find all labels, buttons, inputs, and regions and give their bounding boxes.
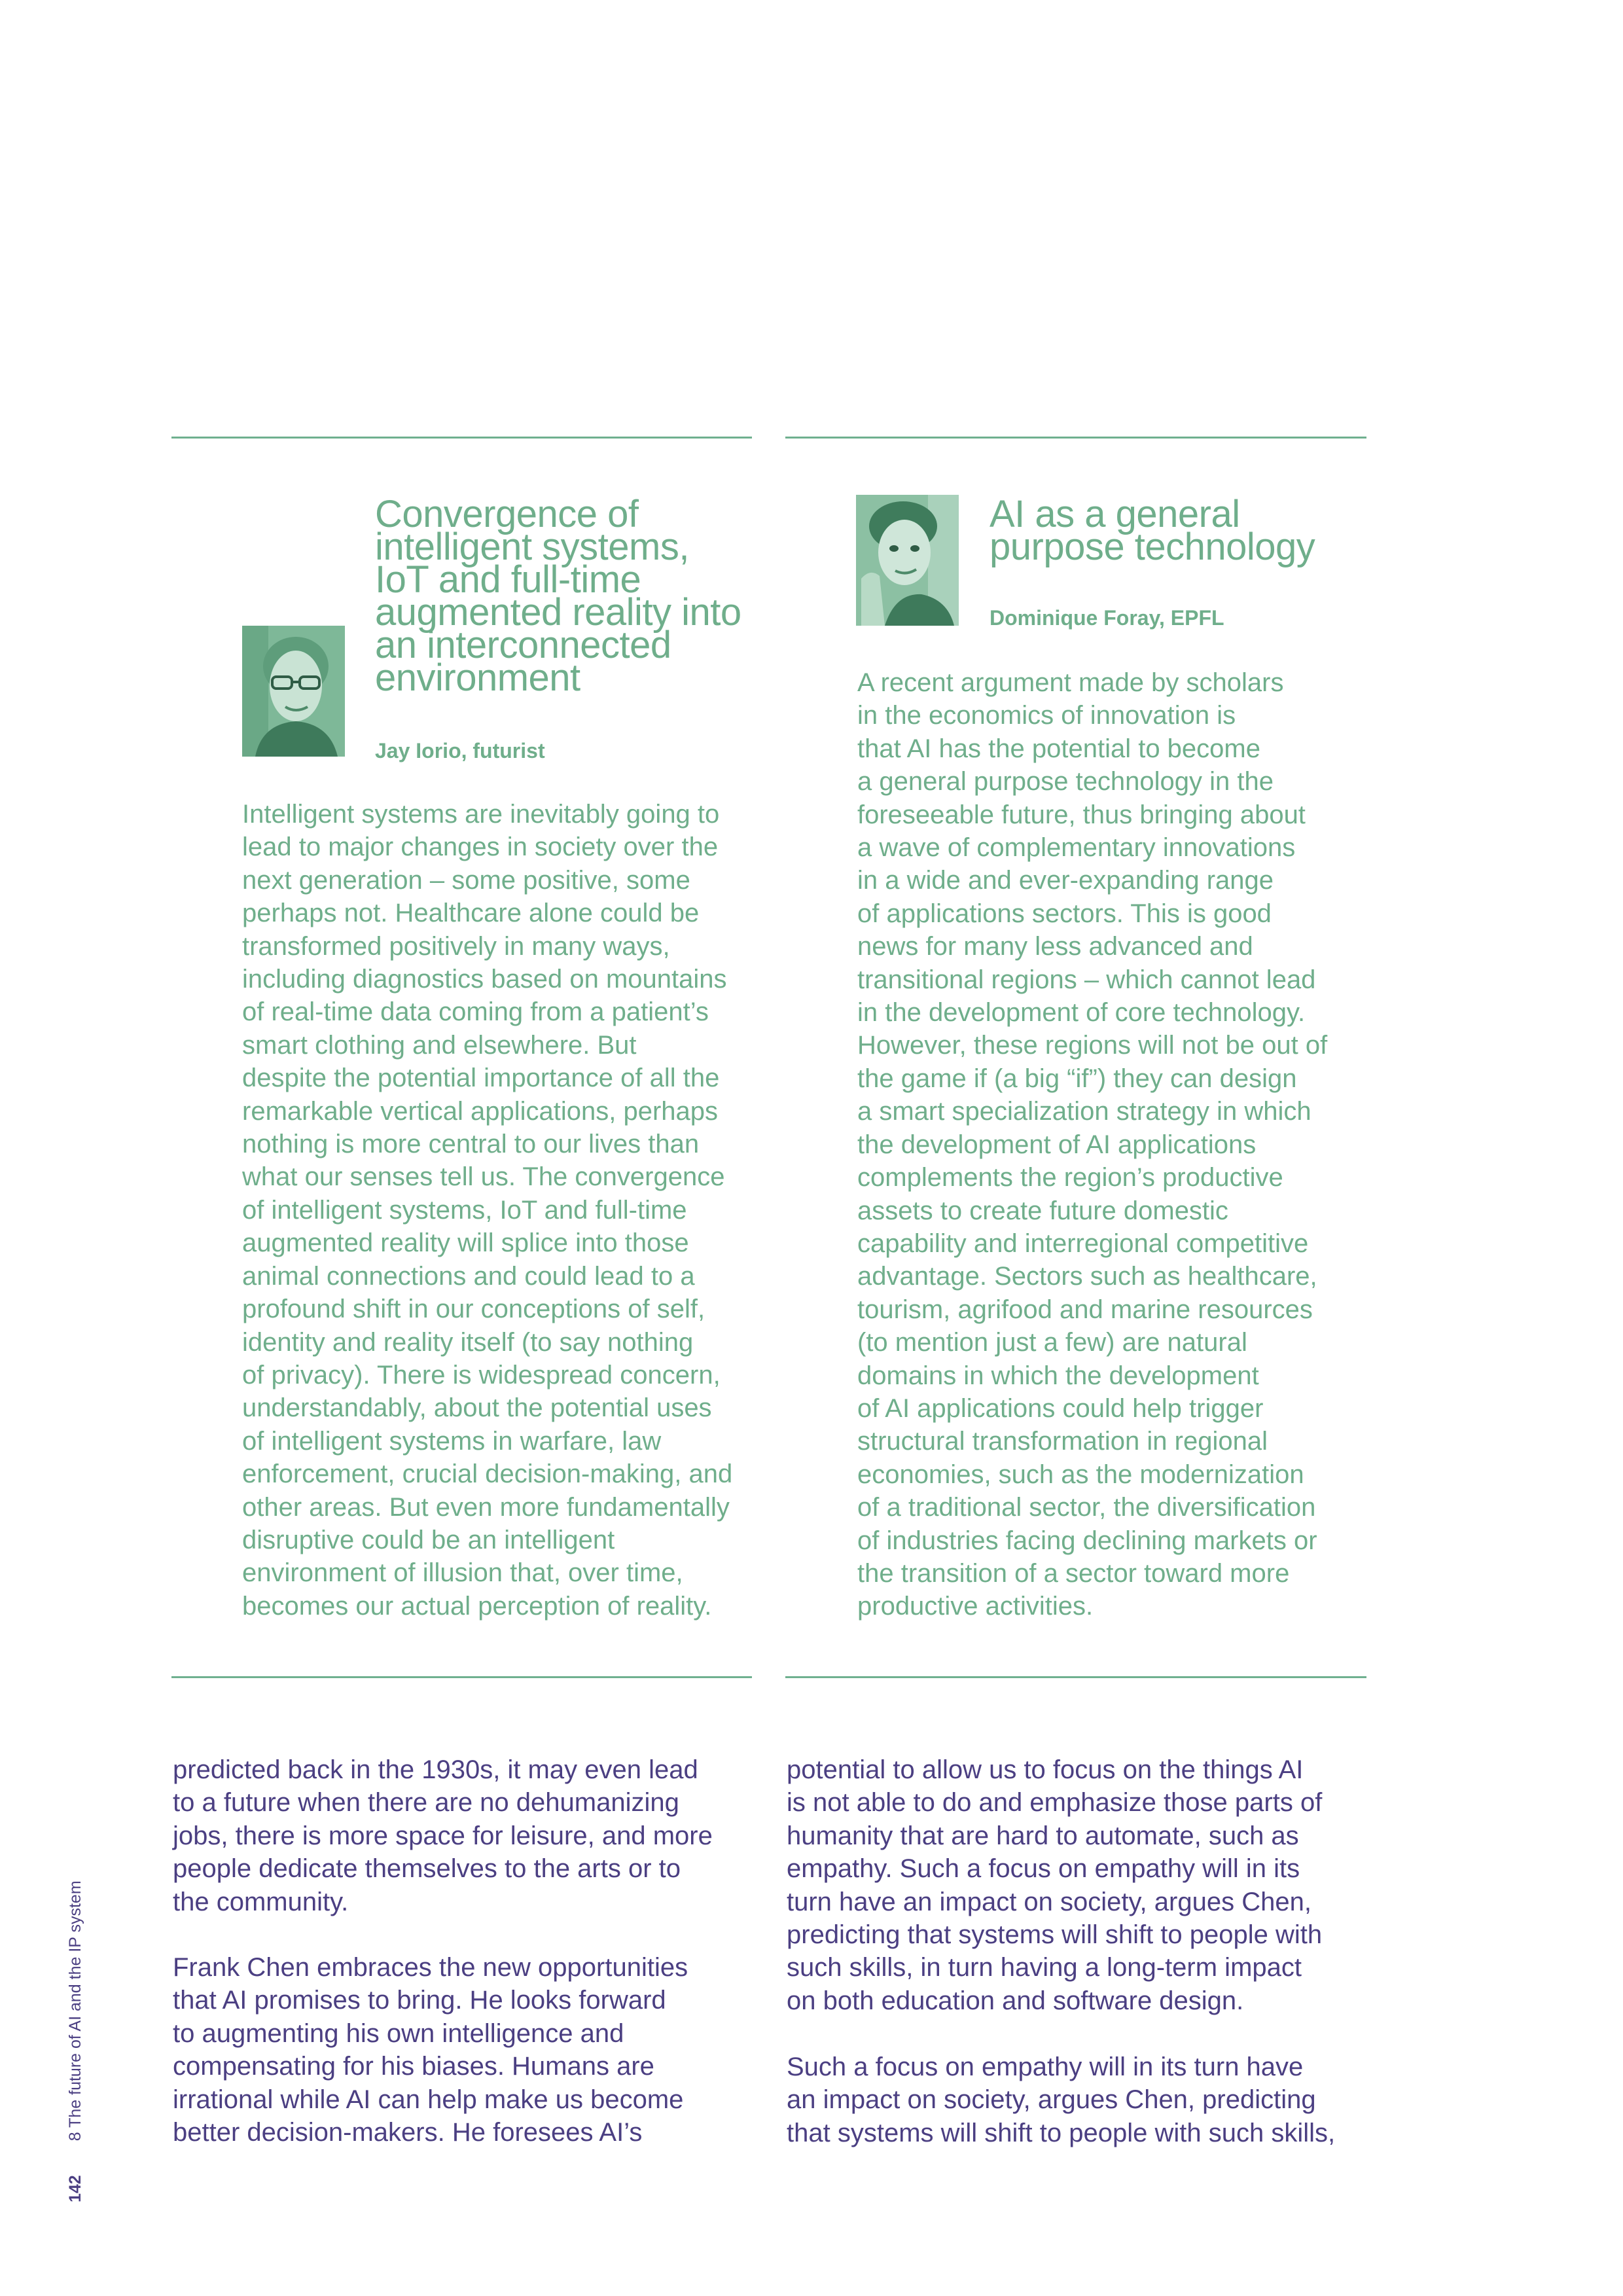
- portrait-man-glasses-icon: [242, 626, 345, 757]
- page-number: 142: [66, 2175, 84, 2202]
- page-sidebar: [65, 1880, 85, 2202]
- rule-top-left: [171, 437, 752, 439]
- rule-bottom-right: [785, 1676, 1366, 1678]
- rule-top-right: [785, 437, 1366, 439]
- portrait-man-hand-icon: [856, 495, 959, 626]
- chapter-title: 8 The future of AI and the IP system: [66, 1880, 84, 2142]
- box-right-byline: Dominique Foray, EPFL: [990, 606, 1224, 630]
- portrait-dominique-foray: [856, 495, 959, 626]
- main-left-paragraph-1: predicted back in the 1930s, it may even lead to a future when there are no dehumanizing jobs, there is more space for leisure, and more people dedicate themselves to the arts or to the community.: [173, 1755, 713, 1916]
- box-right-body: A recent argument made by scholars in the economics of innovation is that AI has the potential to become a general purpose technology in the foreseeable future, thus bringing about a wave of complementary innovations in a wide and ever-expanding range of applications sectors. This is good news for many less advanced and transitional regions – which cannot lead in the development of core technology. However, these regions will not be out of the game if (a big “if”) they can design a smart specialization strategy in which the development of AI applications complements the region’s productive assets to create future domestic capability and interregional competitive advantage. Sectors such as healthcare, tourism, agrifood and marine resources (to mention just a few) are natural domains in which the development of AI applications could help trigger structural transformation in regional economies, such as the modernization of a traditional sector, the diversification of industries facing declining markets or the transition of a sector toward more productive activities.: [857, 668, 1328, 1621]
- portrait-jay-iorio: [242, 626, 345, 757]
- main-left-paragraph-2: Frank Chen embraces the new opportunities that AI promises to bring. He looks forward to augmenting his own intelligence and compensating for his biases. Humans are irrational while AI can help make us become better decision-makers. He foresees AI’s: [173, 1953, 688, 2147]
- main-right-paragraph-1: potential to allow us to focus on the things AI is not able to do and emphasize those parts of humanity that are hard to automate, such as empathy. Such a focus on empathy will in its turn have an impact on society, argues Chen, predicting that systems will shift to people with such skills, in turn having a long-term impact on both education and software design.: [787, 1755, 1323, 2015]
- box-left-title: Convergence of intelligent systems, IoT and full-time augmented reality into an interconnected environment: [375, 493, 741, 699]
- rule-bottom-left: [171, 1676, 752, 1678]
- box-left-byline: Jay Iorio, futurist: [375, 739, 545, 762]
- box-left-body: Intelligent systems are inevitably going to lead to major changes in society over the next generation – some positive, some perhaps not. Healthcare alone could be transformed positively in many ways, including diagnostics based on mountains of real-time data coming from a patient’s smart clothing and elsewhere. But despite the potential importance of all the remarkable vertical applications, perhaps nothing is more central to our lives than what our senses tell us. The convergence of intelligent systems, IoT and full-time augmented reality will splice into those animal connections and could lead to a profound shift in our conceptions of self, identity and reality itself (to say nothing of privacy). There is widespread concern, understandably, about the potential uses of intelligent systems in warfare, law enforcement, crucial decision-making, and other areas. But even more fundamentally disruptive could be an intelligent environment of illusion that, over time, becomes our actual perception of reality.: [242, 800, 733, 1621]
- box-right-title: AI as a general purpose technology: [990, 493, 1315, 568]
- main-right-paragraph-2: Such a focus on empathy will in its turn have an impact on society, argues Chen, predicting that systems will shift to people with such skills,: [787, 2053, 1336, 2147]
